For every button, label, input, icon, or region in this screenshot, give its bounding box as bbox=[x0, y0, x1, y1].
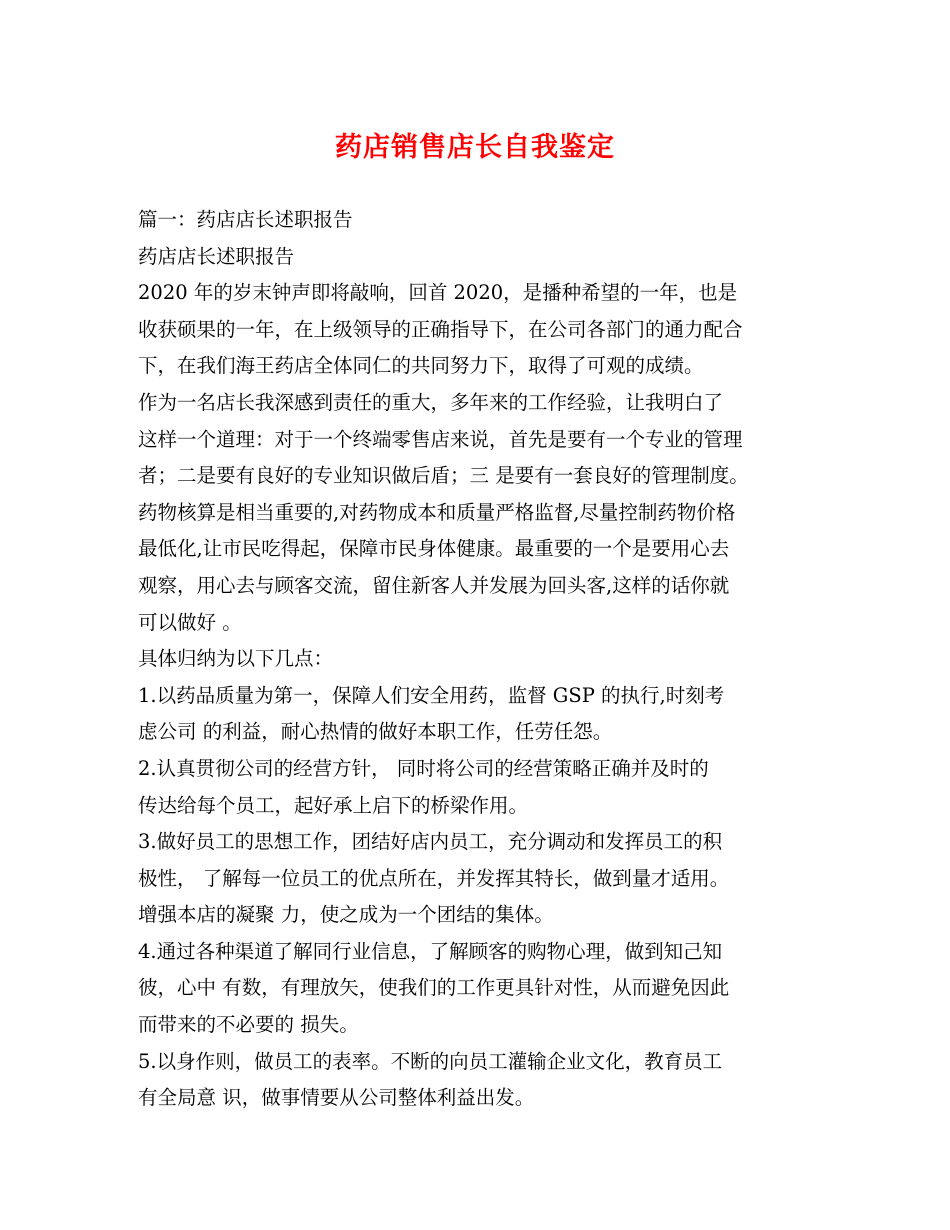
text-line: 增强本店的凝聚 力，使之成为一个团结的集体。 bbox=[138, 903, 554, 927]
text-line: 2020 年的岁末钟声即将敲响，回首 2020，是播种希望的一年，也是 bbox=[138, 281, 738, 305]
text-line: 而带来的不必要的 损失。 bbox=[138, 1013, 359, 1037]
text-line: 1.以药品质量为第一，保障人们安全用药，监督 GSP 的执行,时刻考 bbox=[138, 683, 725, 707]
text-line: 极性， 了解每一位员工的优点所在，并发挥其特长，做到量才适用。 bbox=[138, 866, 730, 890]
text-line: 虑公司 的利益，耐心热情的做好本职工作，任劳任怨。 bbox=[138, 720, 613, 744]
text-line: 这样一个道理：对于一个终端零售店来说，首先是要有一个专业的管理 bbox=[138, 427, 743, 451]
text-line: 下，在我们海王药店全体同仁的共同努力下，取得了可观的成绩。 bbox=[138, 354, 704, 378]
text-line: 者；二是要有良好的专业知识做后盾；三 是要有一套良好的管理制度。 bbox=[138, 464, 749, 488]
text-line: 篇一：药店店长述职报告 bbox=[138, 208, 353, 231]
text-line: 具体归纳为以下几点： bbox=[138, 647, 334, 671]
text-line: 收获硕果的一年，在上级领导的正确指导下，在公司各部门的通力配合 bbox=[138, 317, 743, 341]
text-line: 可以做好 。 bbox=[138, 610, 242, 634]
text-line: 5.以身作则，做员工的表率。不断的向员工灌输企业文化，教育员工 bbox=[138, 1049, 723, 1073]
text-line: 作为一名店长我深感到责任的重大，多年来的工作经验，让我明白了 bbox=[138, 390, 724, 414]
text-line: 传达给每个员工，起好承上启下的桥梁作用。 bbox=[138, 793, 529, 817]
text-line: 3.做好员工的思想工作，团结好店内员工，充分调动和发挥员工的积 bbox=[138, 830, 723, 854]
text-line: 2.认真贯彻公司的经营方针， 同时将公司的经营策略正确并及时的 bbox=[138, 756, 709, 780]
text-line: 药物核算是相当重要的,对药物成本和质量严格监督,尽量控制药物价格 bbox=[138, 500, 736, 524]
document-title: 药店销售店长自我鉴定 bbox=[335, 132, 615, 163]
text-line: 药店店长述职报告 bbox=[138, 244, 295, 268]
text-line: 有全局意 识，做事情要从公司整体利益出发。 bbox=[138, 1086, 535, 1110]
text-line: 观察，用心去与顾客交流，留住新客人并发展为回头客,这样的话你就 bbox=[138, 573, 730, 597]
text-line: 最低化,让市民吃得起，保障市民身体健康。最重要的一个是要用心去 bbox=[138, 537, 730, 561]
text-line: 彼，心中 有数，有理放矢，使我们的工作更具针对性，从而避免因此 bbox=[138, 976, 730, 1000]
document-body bbox=[138, 202, 818, 1117]
text-line: 4.通过各种渠道了解同行业信息，了解顾客的购物心理，做到知己知 bbox=[138, 939, 723, 963]
